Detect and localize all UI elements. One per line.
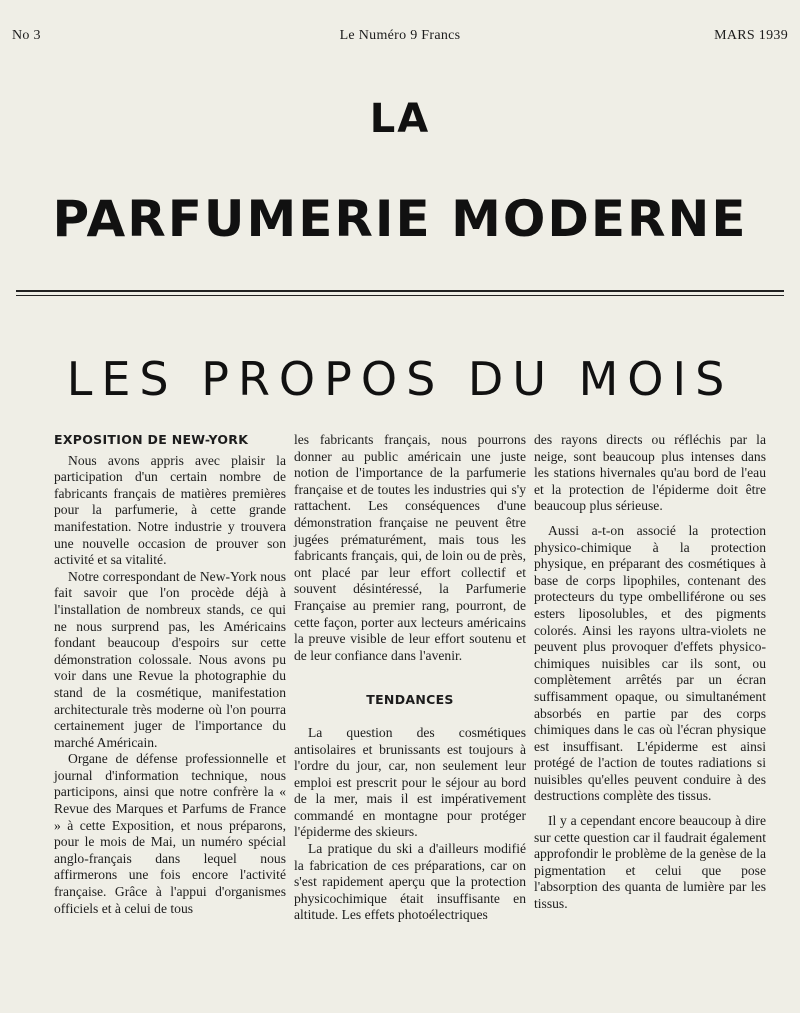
issue-date: MARS 1939 (714, 28, 788, 43)
section-heading-exposition: EXPOSITION DE NEW-YORK (54, 432, 249, 447)
masthead-article: LA (369, 96, 431, 142)
paragraph: Notre correspondant de New-York nous fait savoir que l'on procède déjà à l'installation de nombreux stands, ce qui ne nous surprend pas, les Américains fondant beaucoup d'espoirs sur cette démonstration colossale. Nous avons pu voir dans une Revue la photographie du stand de la cosmétique, manifestation architecturale très moderne où l'on pourra certainement juger de l'importance du marché Américain. (54, 568, 286, 750)
column-2 (294, 432, 526, 924)
issue-number: No 3 (12, 28, 41, 43)
section-heading-tendances: TENDANCES (366, 692, 454, 708)
paragraph: Aussi a-t-on associé la protection physico-chimique à la protection physique, en préparant des cosmétiques à base de corps lipophiles, contenant des protecteurs du type ombelliférone ou ses esters liposolubles, et des pigments colorés. Ainsi les rayons ultra-violets ne peuvent plus provoquer d'effets physico-chimiques nuisibles car ils sont, ou complètement arrêtés par un écran suffisamment opaque, ou simultanément absorbés en partie par des corps chimiques dans le cas où l'écran physique est insuffisant. L'épiderme est ainsi protégé de l'action de toutes radiations si nuisibles qu'elles peuvent conduire à des destructions complète des tissus. (534, 522, 766, 804)
paragraph: Organe de défense professionnelle et journal d'information technique, nous participons, ainsi que notre confrère la « Revue des Marques et Parfums de France » à cette Exposition, et nous préparons, pour le mois de Mai, un numéro spécial anglo-français dans lequel nous affirmerons une fois encore l'activité française. Grâce à l'appui d'organismes officiels et à celui de tous (54, 751, 286, 916)
paragraph: les fabricants français, nous pourrons donner au public américain une juste notion de l'importance de la parfumerie française et de toutes les industries qui s'y rattachent. Les conséquences d'une démonstration française ne peuvent être jugées prématurément, mais tous les fabricants français, qui, de loin ou de près, ont placé par leur effort collectif et souvent désintéressé, la Parfumerie Française au premier rang, pourront, de cette façon, porter aux lecteurs américains la preuve visible de leur effort soutenu et de leur confiance dans l'avenir. (294, 432, 526, 663)
section-headline: LES PROPOS DU MOIS (66, 352, 734, 406)
column-3 (534, 432, 766, 913)
issue-price: Le Numéro 9 Francs (339, 28, 461, 43)
paragraph: Il y a cependant encore beaucoup à dire sur cette question car il faudrait également approfondir le problème de la genèse de la pigmentation et celui que pose l'absorption des quanta de lumière par les tissus. (534, 813, 766, 912)
masthead-title: PARFUMERIE MODERNE (52, 190, 748, 248)
masthead-double-rule (16, 290, 784, 296)
column-1 (54, 432, 286, 917)
paragraph: des rayons directs ou réfléchis par la neige, sont beaucoup plus intenses dans les stations hivernales qu'au bord de l'eau et la protection de l'épiderme doit être beaucoup plus sérieuse. (534, 432, 766, 514)
paragraph: La pratique du ski a d'ailleurs modifié la fabrication de ces préparations, car on s'est rapidement aperçu que la protection physicochimique était insuffisante en altitude. Les effets photoélectriques (294, 841, 526, 923)
paragraph: La question des cosmétiques antisolaires et brunissants est toujours à l'ordre du jour, car, non seulement leur emploi est prescrit pour le séjour au bord de la mer, mais il est impérativement commandé en montagne pour protéger l'épiderme des skieurs. (294, 724, 526, 840)
paragraph: Nous avons appris avec plaisir la participation d'un certain nombre de fabricants français de matières premières pour la parfumerie, à cette grande manifestation. Notre industrie y trouvera une nouvelle occasion de prouver son activité et sa vitalité. (54, 452, 286, 568)
